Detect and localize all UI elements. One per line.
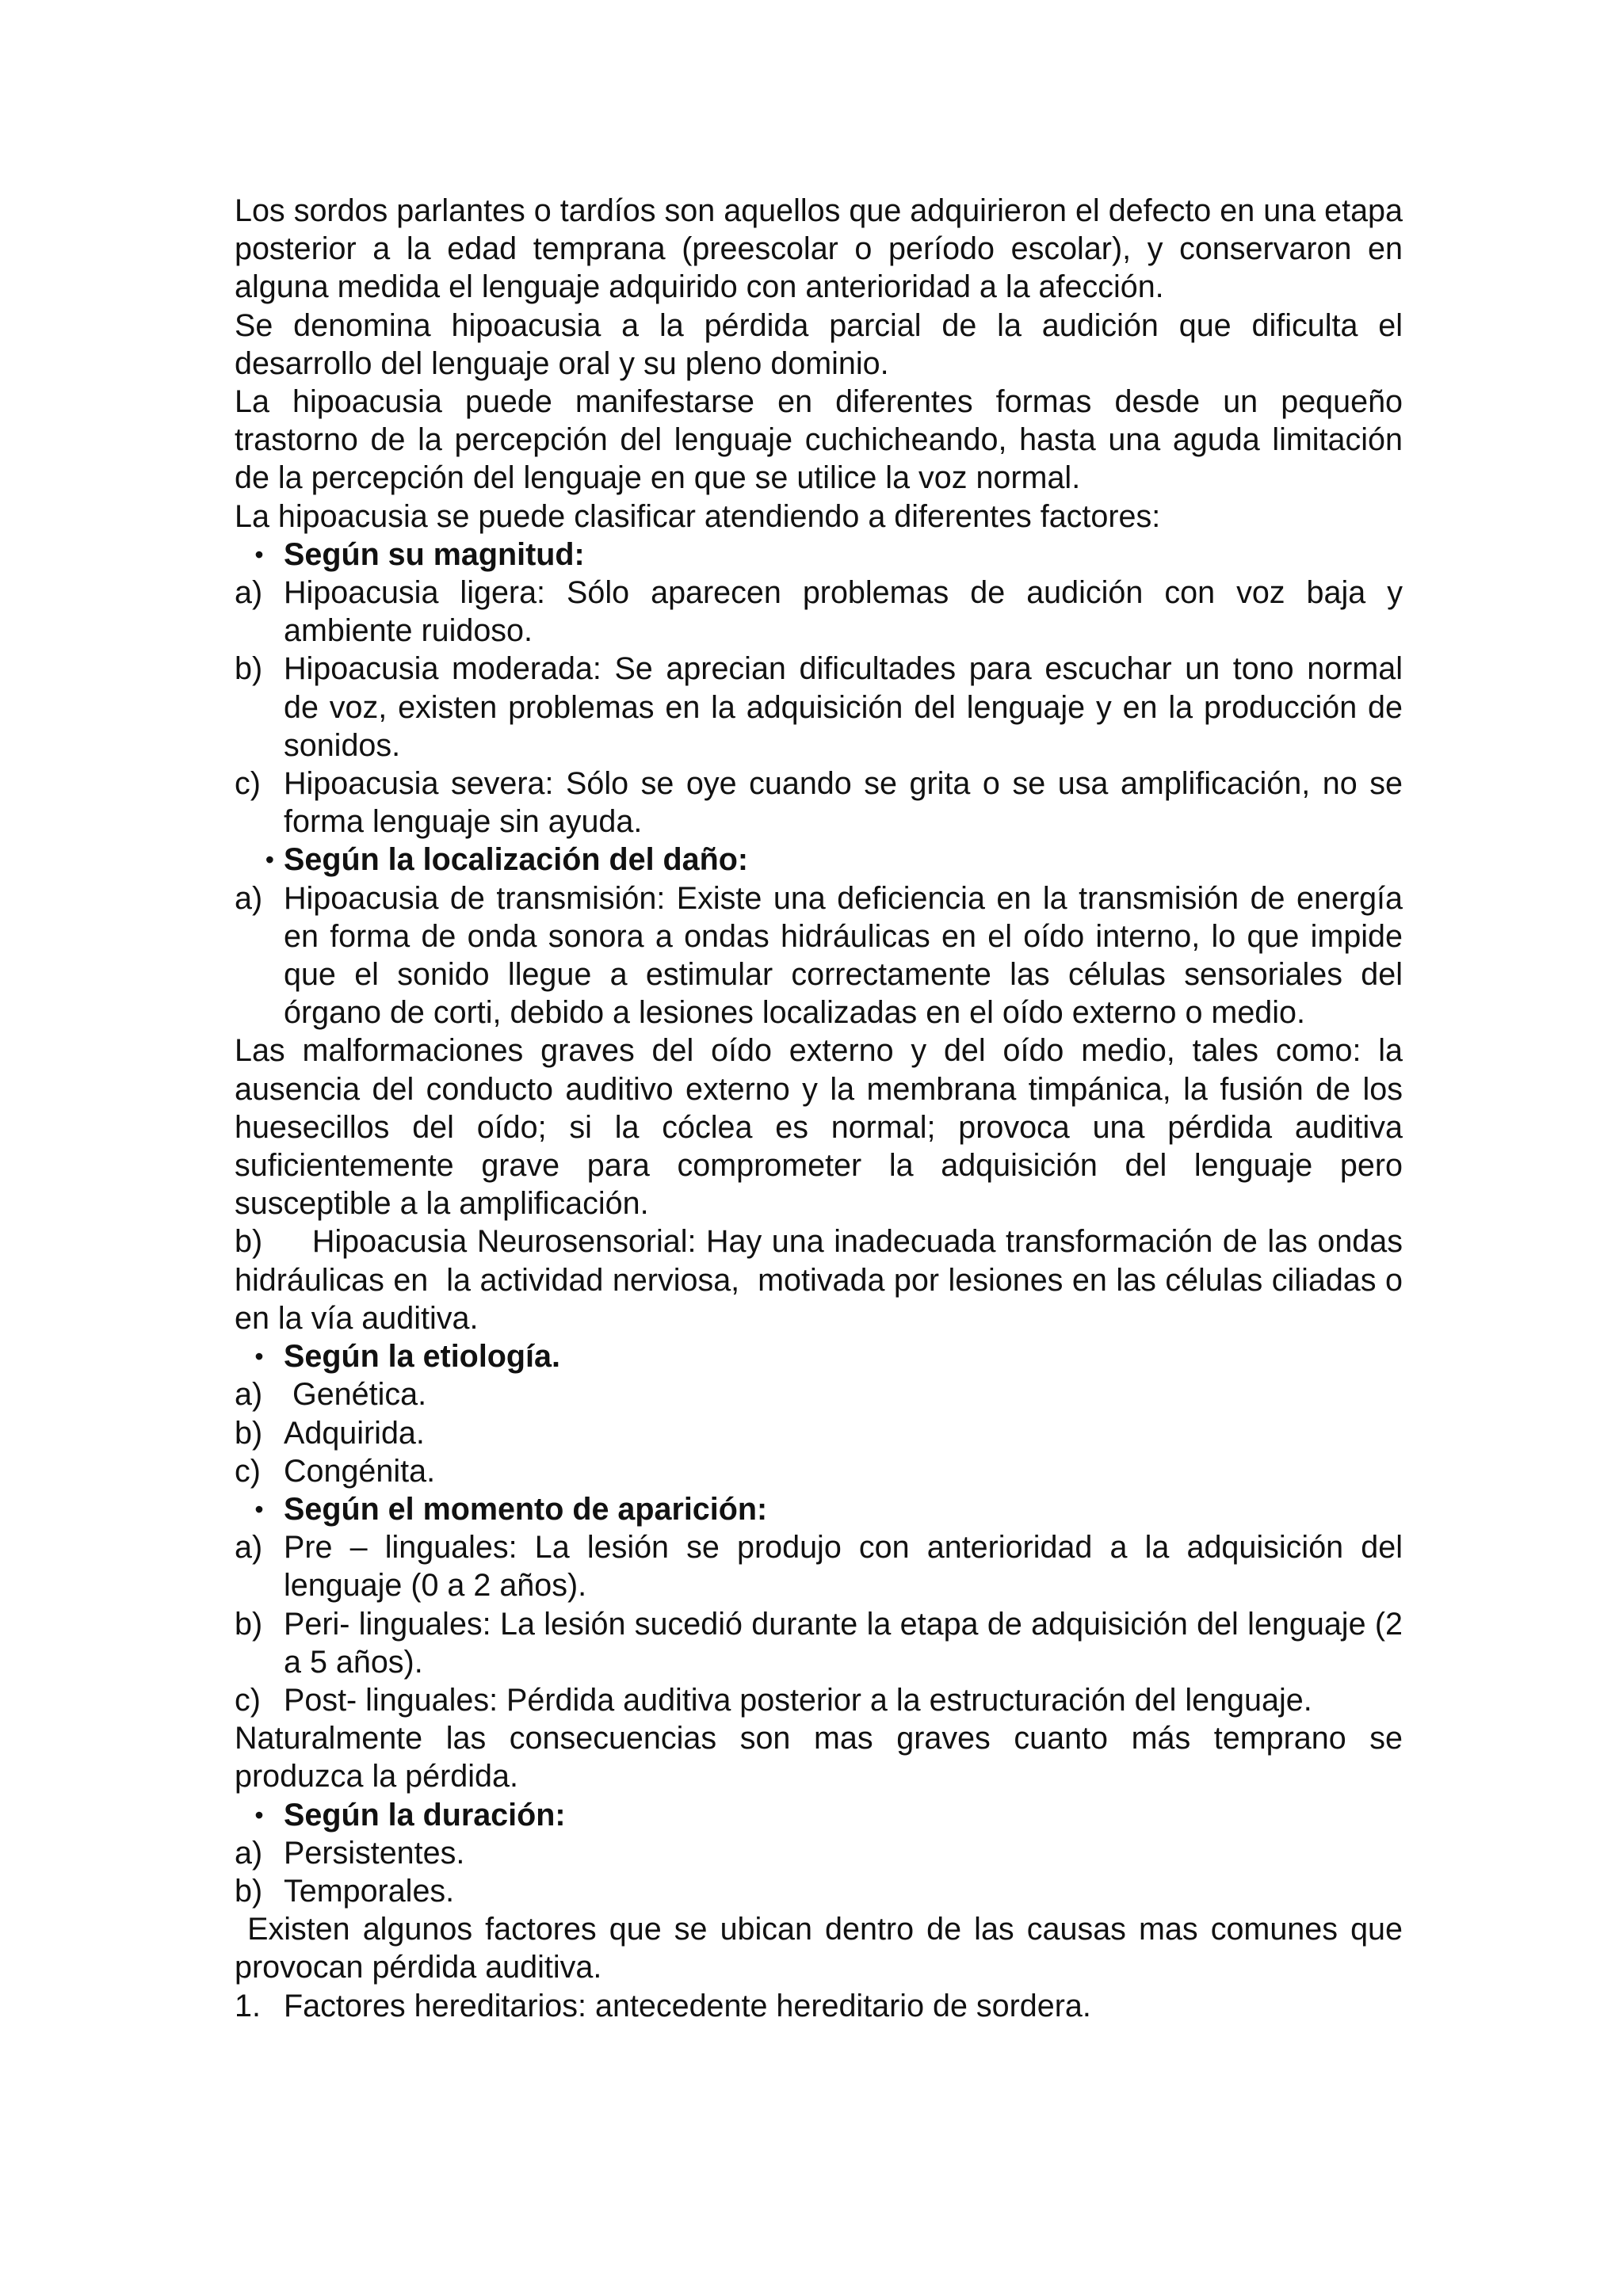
list-item (235, 1414, 1403, 1452)
list-item-text: Congénita. (284, 1453, 436, 1489)
bullet-heading-etiologia (235, 1337, 1403, 1375)
paragraph-malformaciones: Las malformaciones graves del oído externo y del oído medio, tales como: la ausencia del conducto auditivo externo y la membrana timpánica, la fusión de los huesecillos del oído; si la cóclea es normal; provoca una pérdida auditiva suficientemente grave para comprometer la adquisición del lenguaje pero susceptible a la amplificación. (235, 1033, 1403, 1222)
bullet-heading-aparicion (235, 1490, 1403, 1528)
bullet-icon: • (254, 1800, 264, 1829)
list-item-text: Hipoacusia moderada: Se aprecian dificultades para escuchar un tono normal de voz, existen problemas en la adquisición del lenguaje y en la producción de sonidos. (284, 651, 1403, 763)
paragraph-hipoacusia-definicion: Se denomina hipoacusia a la pérdida parcial de la audición que dificulta el desarrollo del lenguaje oral y su pleno dominio. (235, 307, 1403, 381)
document-page (235, 192, 1420, 2025)
list-item-text: Peri- linguales: La lesión sucedió durante la etapa de adquisición del lenguaje (2 a 5 años). (284, 1606, 1403, 1680)
bullet-heading-magnitud (235, 536, 1403, 574)
bullet-heading-localizacion (235, 841, 1403, 879)
bullet-icon: • (254, 1342, 264, 1371)
list-marker: 1. (235, 1988, 261, 2023)
list-marker: a) (235, 1377, 263, 1413)
list-marker: a) (235, 1530, 263, 1566)
list-item-text: Post- linguales: Pérdida auditiva posterior a la estructuración del lenguaje. (284, 1682, 1312, 1718)
list-item (235, 574, 1403, 650)
bullet-heading-duracion (235, 1796, 1403, 1834)
list-marker: b) (235, 651, 263, 687)
list-item (235, 1872, 1403, 1910)
list-item-text: Temporales. (284, 1873, 455, 1909)
list-item-text: Pre – linguales: La lesión se produjo con anterioridad a la adquisición del lenguaje (0 a 2 años). (284, 1530, 1403, 1604)
list-item-text: Genética. (284, 1377, 427, 1413)
paragraph-sordos-parlantes: Los sordos parlantes o tardíos son aquellos que adquirieron el defecto en una etapa posterior a la edad temprana (preescolar o período escolar), y conservaron en alguna medida el lenguaje adquirido con anterioridad a la afección. (235, 193, 1403, 305)
heading-magnitud: Según su magnitud: (284, 536, 585, 572)
bullet-icon: • (254, 1494, 264, 1524)
paragraph-hipoacusia-formas: La hipoacusia puede manifestarse en diferentes formas desde un pequeño trastorno de la percepción del lenguaje cuchicheando, hasta una aguda limitación de la percepción del lenguaje en que se utilice la voz normal. (235, 384, 1403, 496)
list-marker: b) (235, 1606, 263, 1642)
heading-localizacion: Según la localización del daño: (284, 842, 749, 878)
heading-etiologia: Según la etiología. (284, 1339, 560, 1375)
list-item-text: Persistentes. (284, 1835, 465, 1871)
list-marker: c) (235, 1682, 261, 1718)
paragraph-factores: Existen algunos factores que se ubican dentro de las causas mas comunes que provocan pérdida auditiva. (235, 1912, 1411, 1985)
list-marker: b) (235, 1873, 263, 1909)
list-item (235, 1375, 1403, 1413)
list-item (235, 765, 1403, 841)
list-item-text: Hipoacusia de transmisión: Existe una deficiencia en la transmisión de energía en forma de onda sonora a ondas hidráulicas en el oído interno, lo que impide que el sonido llegue a estimular correctamente las células sensoriales del órgano de corti, debido a lesiones localizadas en el oído externo o medio. (284, 880, 1403, 1031)
paragraph-consecuencias: Naturalmente las consecuencias son mas graves cuanto más temprano se produzca la pérdida. (235, 1721, 1403, 1794)
heading-aparicion: Según el momento de aparición: (284, 1491, 768, 1527)
list-item (235, 1987, 1403, 2025)
paragraph-neurosensorial: b) Hipoacusia Neurosensorial: Hay una inadecuada transformación de las ondas hidráulicas en la actividad nerviosa, motivada por lesiones en las células ciliadas o en la vía auditiva. (235, 1224, 1420, 1336)
list-item-text: Adquirida. (284, 1415, 425, 1451)
list-marker: a) (235, 880, 263, 916)
list-item (235, 1452, 1403, 1490)
list-item (235, 1528, 1403, 1604)
list-marker: c) (235, 766, 261, 802)
list-item (235, 650, 1403, 765)
list-item-text: Hipoacusia severa: Sólo se oye cuando se grita o se usa amplificación, no se forma lenguaje sin ayuda. (284, 766, 1403, 840)
list-marker: a) (235, 1835, 263, 1871)
list-item (235, 1834, 1403, 1872)
bullet-icon: • (265, 845, 274, 875)
list-item (235, 879, 1403, 1032)
list-marker: c) (235, 1453, 261, 1489)
bullet-icon: • (254, 540, 264, 569)
paragraph-clasificacion: La hipoacusia se puede clasificar atendiendo a diferentes factores: (235, 498, 1161, 534)
list-item-text: Factores hereditarios: antecedente hereditario de sordera. (284, 1988, 1091, 2023)
heading-duracion: Según la duración: (284, 1797, 566, 1833)
list-marker: a) (235, 575, 263, 611)
list-item (235, 1681, 1403, 1719)
list-item (235, 1605, 1403, 1681)
list-item-text: Hipoacusia ligera: Sólo aparecen problemas de audición con voz baja y ambiente ruidoso. (284, 575, 1403, 649)
list-marker: b) (235, 1415, 263, 1451)
